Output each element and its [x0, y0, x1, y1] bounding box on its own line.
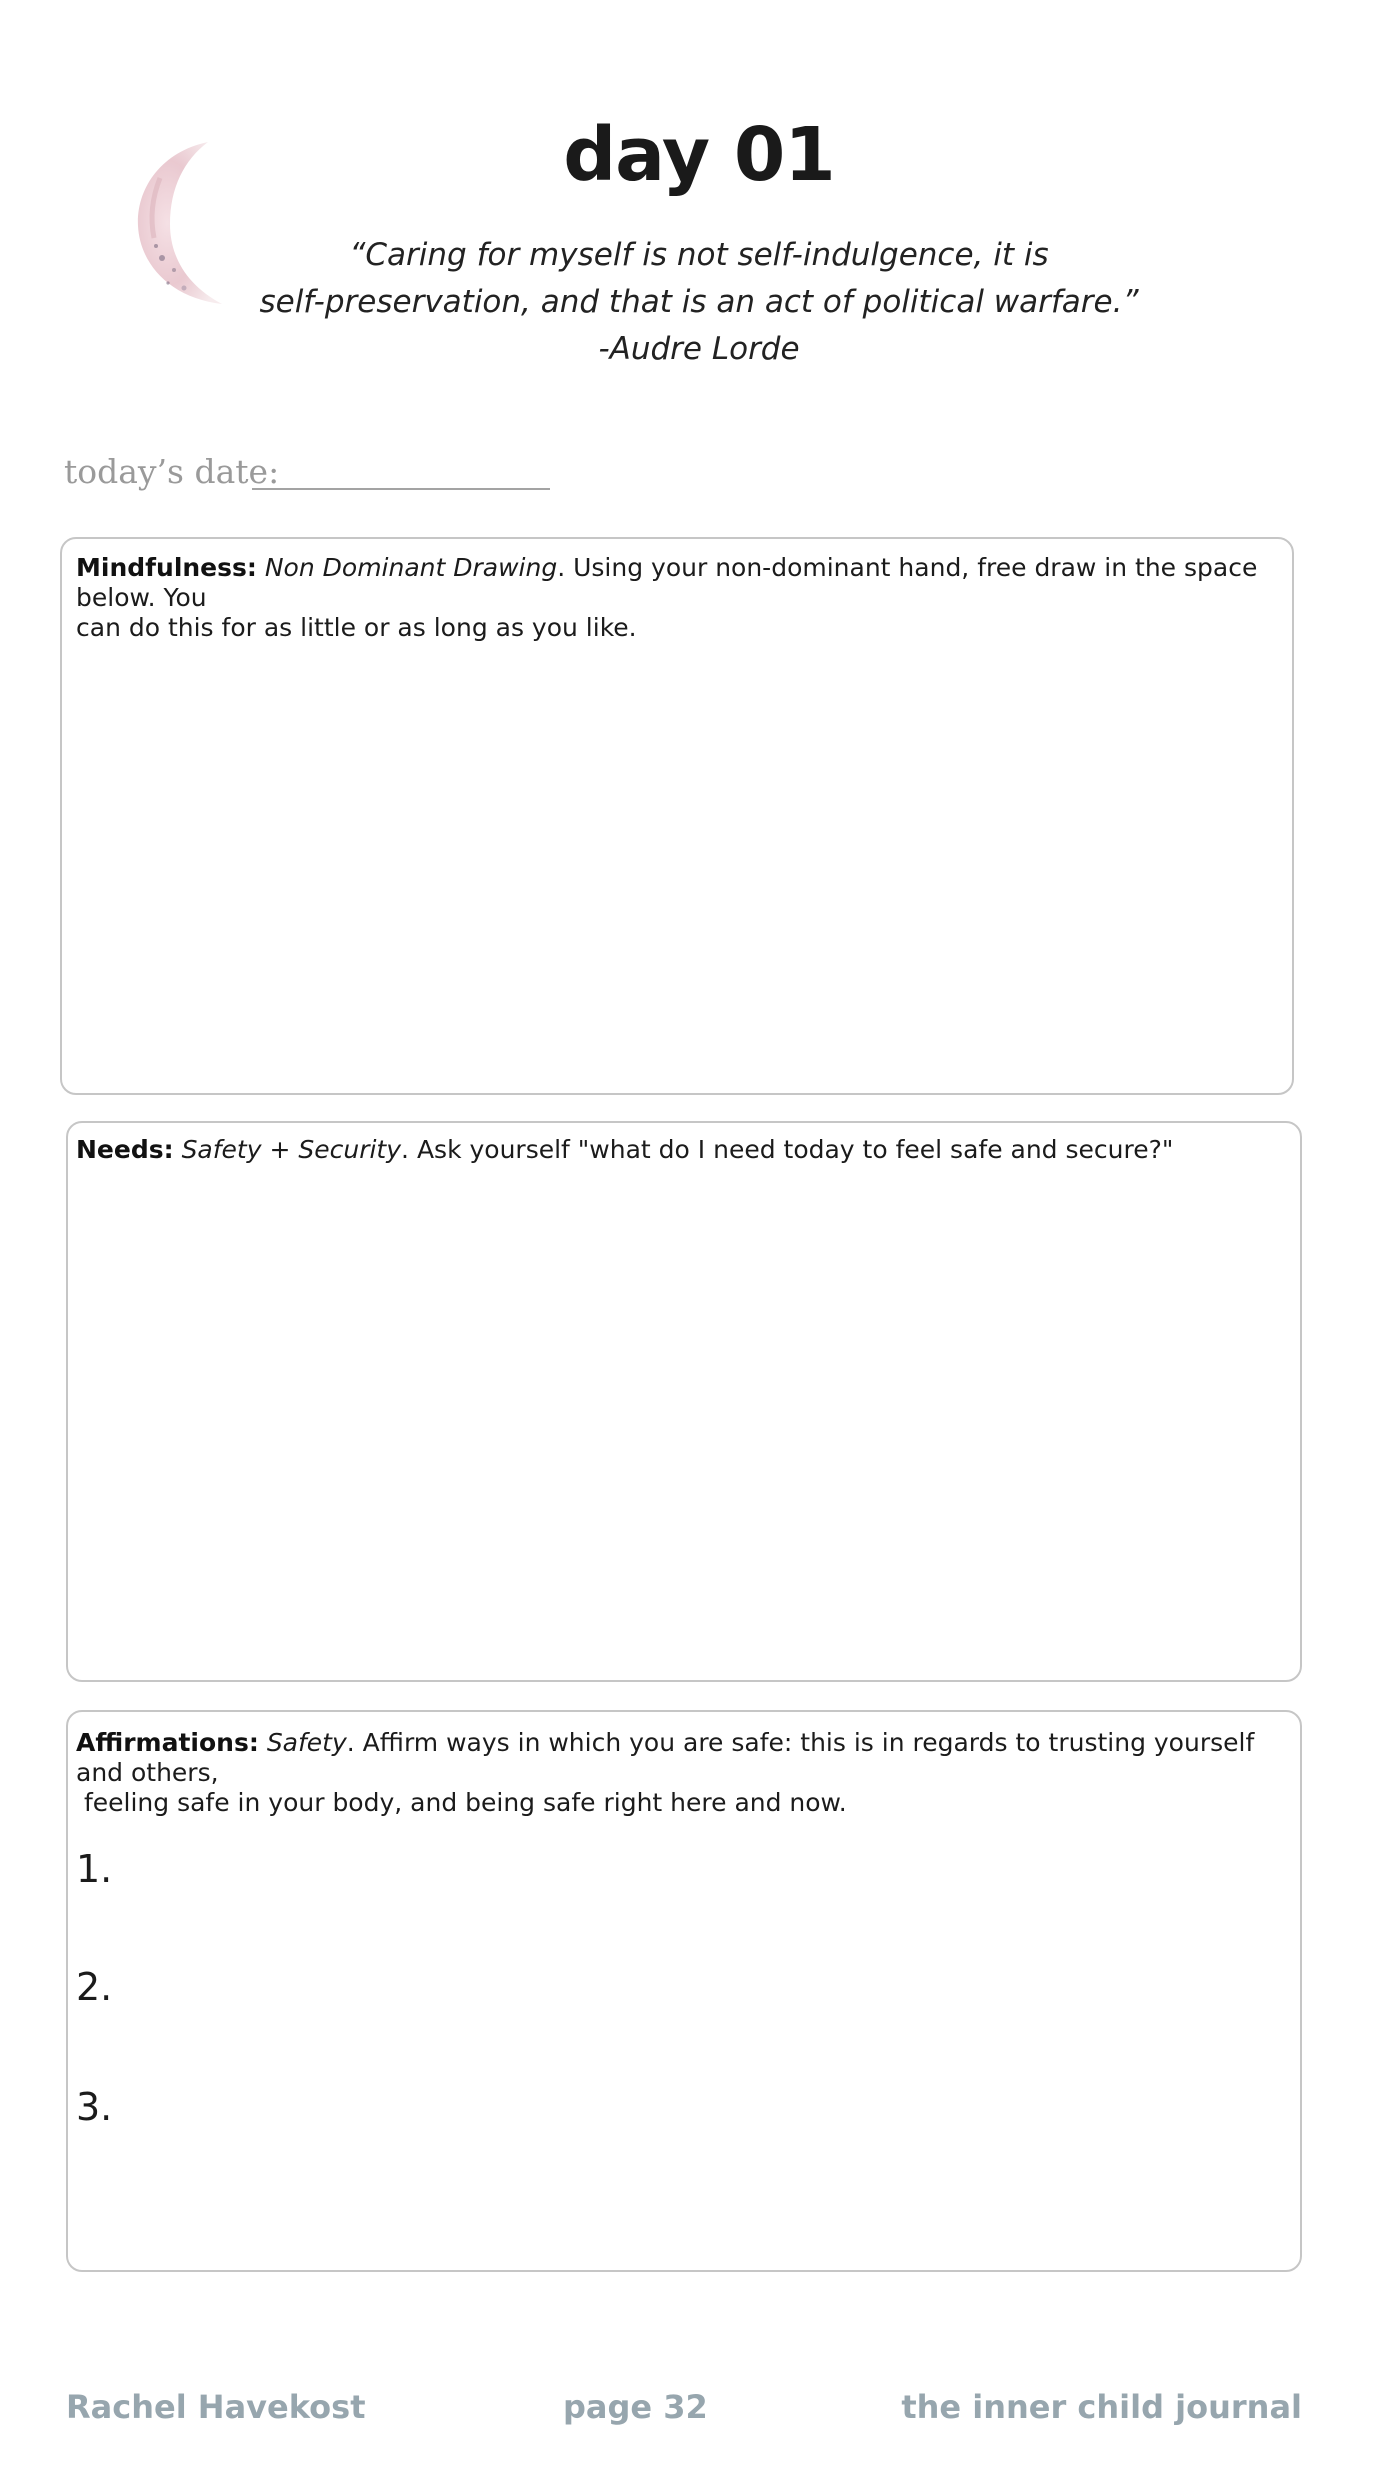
mindfulness-text: . Using your non-dominant hand, free draw in the space below. You	[76, 553, 1258, 612]
footer-author: Rachel Havekost	[66, 2388, 366, 2426]
affirmation-item-2: 2.	[76, 1965, 113, 2009]
page-title: day 01	[563, 112, 835, 198]
mindfulness-prompt	[76, 553, 1264, 643]
needs-subtitle: Safety + Security	[181, 1135, 402, 1164]
affirmation-item-1: 1.	[76, 1847, 113, 1891]
footer-book-title: the inner child journal	[901, 2388, 1302, 2426]
date-label: today’s date:	[64, 452, 280, 491]
footer-page-number: page 32	[563, 2388, 708, 2426]
mindfulness-label: Mindfulness:	[76, 553, 257, 582]
mindfulness-subtitle: Non Dominant Drawing	[264, 553, 558, 582]
affirmation-item-3: 3.	[76, 2085, 113, 2129]
quote-line: self-preservation, and that is an act of political warfare.”	[259, 284, 1139, 320]
affirmations-subtitle: Safety	[266, 1728, 347, 1757]
needs-prompt	[76, 1135, 1272, 1165]
mindfulness-box[interactable]	[60, 537, 1294, 1095]
needs-label: Needs:	[76, 1135, 174, 1164]
quote-block	[0, 232, 1398, 373]
date-input-line[interactable]	[252, 488, 550, 490]
affirmations-text: . Affirm ways in which you are safe: this is in regards to trusting yourself and others,	[76, 1728, 1255, 1787]
needs-box[interactable]	[66, 1121, 1302, 1682]
needs-text: . Ask yourself "what do I need today to feel safe and secure?"	[401, 1135, 1174, 1164]
quote-line: “Caring for myself is not self-indulgence, it is	[349, 237, 1049, 273]
affirmations-prompt	[76, 1728, 1280, 1818]
affirmations-text: feeling safe in your body, and being safe right here and now.	[83, 1788, 847, 1817]
affirmations-label: Affirmations:	[76, 1728, 259, 1757]
affirmations-box[interactable]	[66, 1710, 1302, 2272]
quote-author: -Audre Lorde	[598, 331, 800, 367]
mindfulness-text: can do this for as little or as long as you like.	[76, 613, 637, 642]
